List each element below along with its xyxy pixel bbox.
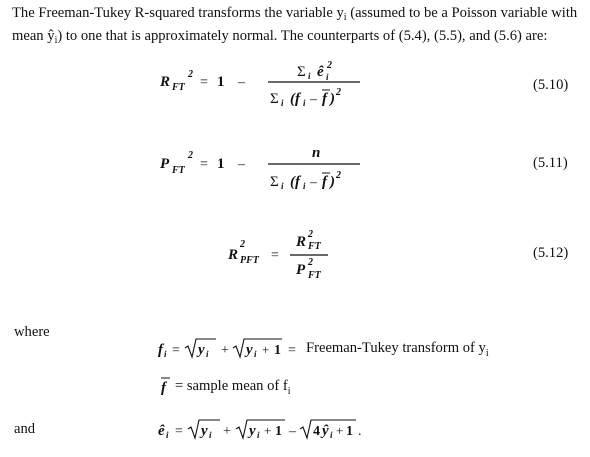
svg-text:f: f xyxy=(322,174,327,190)
fbar-symbol xyxy=(0,372,180,398)
svg-text:(f: (f xyxy=(290,91,300,107)
svg-text:2: 2 xyxy=(188,150,193,161)
svg-text:+: + xyxy=(223,424,231,439)
svg-text:n: n xyxy=(312,145,321,161)
r-pft-symbol: R xyxy=(228,247,239,263)
svg-text:): ) xyxy=(330,91,335,107)
svg-text:ê: ê xyxy=(158,423,165,439)
svg-text:2: 2 xyxy=(336,170,341,181)
svg-text:4: 4 xyxy=(313,424,320,439)
svg-text:y: y xyxy=(201,423,208,439)
svg-text:+: + xyxy=(262,342,270,357)
ft-transform-description: Freeman-Tukey transform of $y_i$ xyxy=(306,340,489,359)
svg-text:Σ: Σ xyxy=(297,64,306,80)
svg-text:i: i xyxy=(308,71,311,81)
svg-text:i: i xyxy=(254,349,257,359)
svg-text:–: – xyxy=(289,424,296,439)
svg-text:.: . xyxy=(358,424,362,439)
where-label: where xyxy=(14,324,50,340)
svg-text:FT: FT xyxy=(308,270,321,281)
intro-line2: mean $ŷ_i$) to one that is approximately normal. The counterparts of (5.4), (5.5), and (5.6) are: xyxy=(12,28,548,46)
svg-text:2: 2 xyxy=(327,60,332,71)
residual-equation xyxy=(0,411,380,445)
svg-text:–: – xyxy=(238,157,245,172)
svg-text:y: y xyxy=(246,342,253,358)
svg-text:1: 1 xyxy=(346,424,353,439)
svg-text:y: y xyxy=(198,342,205,358)
svg-text:f: f xyxy=(158,342,163,358)
svg-text:f: f xyxy=(322,91,327,107)
svg-text:=: = xyxy=(175,424,183,439)
svg-text:+: + xyxy=(264,423,272,438)
intro-line1: The Freeman-Tukey R-squared transforms the variable $y_i$ (assumed to be a Poisson variable with xyxy=(12,5,578,23)
svg-text:=: = xyxy=(200,75,208,90)
svg-text:): ) xyxy=(330,174,335,190)
equation-5-12 xyxy=(0,225,590,285)
svg-text:R: R xyxy=(296,234,307,250)
svg-text:FT: FT xyxy=(172,165,185,176)
svg-text:2: 2 xyxy=(188,69,193,80)
svg-text:1: 1 xyxy=(217,74,225,90)
svg-text:i: i xyxy=(303,98,306,108)
svg-text:i: i xyxy=(257,430,260,440)
svg-text:FT: FT xyxy=(308,241,321,252)
svg-text:i: i xyxy=(209,430,212,440)
svg-text:i: i xyxy=(326,72,329,82)
svg-text:2: 2 xyxy=(336,87,341,98)
svg-text:1: 1 xyxy=(275,424,282,439)
svg-text:–: – xyxy=(310,175,317,190)
svg-text:–: – xyxy=(310,92,317,107)
svg-text:y: y xyxy=(249,423,256,439)
svg-text:(f: (f xyxy=(290,174,300,190)
ft-transform-equation xyxy=(0,334,300,364)
svg-text:i: i xyxy=(206,349,209,359)
svg-text:FT: FT xyxy=(172,82,185,93)
svg-text:1: 1 xyxy=(217,156,225,172)
svg-text:ê: ê xyxy=(317,64,324,80)
and-label: and xyxy=(14,421,36,437)
svg-text:i: i xyxy=(166,430,169,440)
equation-5-10 xyxy=(0,40,590,120)
equation-number-5-11: (5.11) xyxy=(533,155,568,171)
svg-text:2: 2 xyxy=(308,229,313,240)
svg-text:i: i xyxy=(330,430,333,440)
svg-text:ŷ: ŷ xyxy=(322,423,329,439)
svg-text:f: f xyxy=(161,380,166,396)
svg-text:=: = xyxy=(288,343,296,358)
svg-text:P: P xyxy=(296,262,306,278)
svg-text:1: 1 xyxy=(274,343,281,358)
equation-5-11 xyxy=(0,135,590,195)
svg-text:–: – xyxy=(238,75,245,90)
svg-text:=: = xyxy=(271,248,279,263)
svg-text:i: i xyxy=(281,181,284,191)
svg-text:2: 2 xyxy=(240,239,245,250)
svg-text:PFT: PFT xyxy=(240,255,259,266)
svg-text:Σ: Σ xyxy=(270,174,279,190)
p-ft-symbol: P xyxy=(160,156,170,172)
svg-text:=: = xyxy=(172,343,180,358)
svg-text:=: = xyxy=(200,157,208,172)
equation-number-5-10: (5.10) xyxy=(533,77,569,93)
svg-text:+: + xyxy=(221,343,229,358)
svg-text:+: + xyxy=(336,423,344,438)
svg-text:i: i xyxy=(164,349,167,359)
equation-number-5-12: (5.12) xyxy=(533,245,569,261)
svg-text:2: 2 xyxy=(308,257,313,268)
r-ft-symbol: R xyxy=(160,74,171,90)
svg-text:i: i xyxy=(281,98,284,108)
fbar-description: = sample mean of $f_i$ xyxy=(175,378,291,397)
svg-text:Σ: Σ xyxy=(270,91,279,107)
svg-text:i: i xyxy=(303,181,306,191)
